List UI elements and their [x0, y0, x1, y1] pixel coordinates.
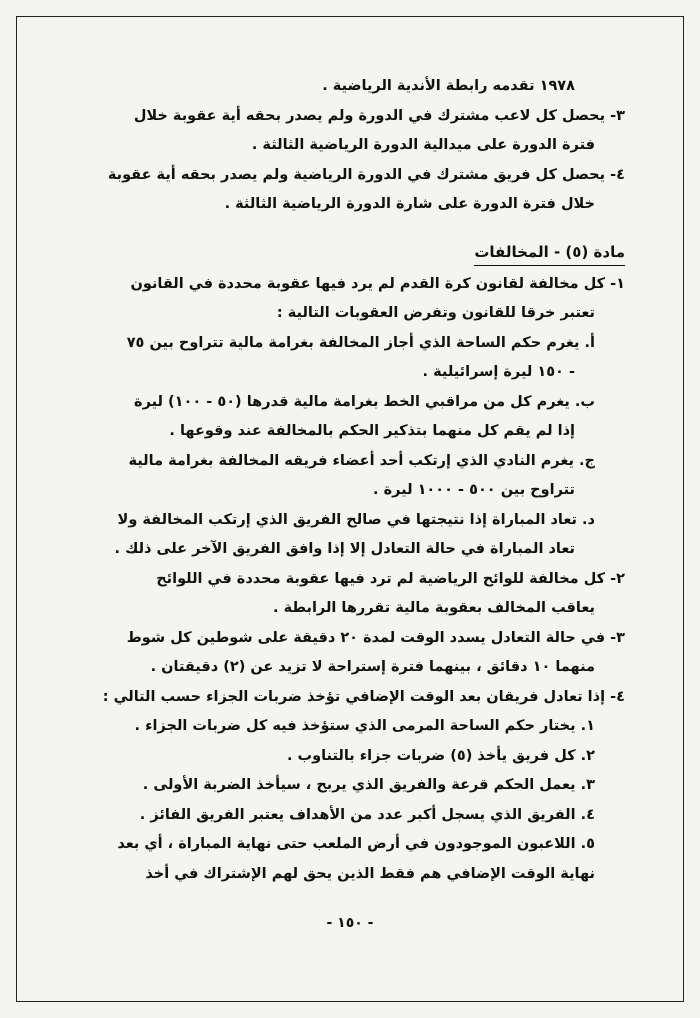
text-line: ٣. يعمل الحكم قرعة والفريق الذي يربح ، سيأخذ الضربة الأولى . [142, 777, 595, 793]
text-line: أ. يغرم حكم الساحة الذي أجاز المخالفة بغرامة مالية تتراوح بين ٧٥ [126, 334, 595, 351]
text-line: ج. يغرم النادي الذي إرتكب أحد أعضاء فريقه المخالفة بغرامة مالية [128, 452, 595, 469]
page-number: - ١٥٠ - [326, 915, 374, 931]
text-line: ٣- يحصل كل لاعب مشترك في الدورة ولم يصدر بحقه أية عقوبة خلال [133, 107, 625, 124]
text-line: ٤. الفريق الذي يسجل أكبر عدد من الأهداف يعتبر الفريق الفائز . [139, 806, 595, 823]
text-line: تعاد المباراة في حالة التعادل إلا إذا وافق الفريق الآخر على ذلك . [114, 541, 575, 557]
text-line: ٢. كل فريق يأخذ (٥) ضربات جزاء بالتناوب . [286, 747, 595, 764]
section-heading: مادة (٥) - المخالفات [474, 240, 625, 266]
text-line: ب. يغرم كل من مراقبي الخط بغرامة مالية قدرها (٥٠ - ١٠٠) ليرة [134, 393, 595, 410]
text-line: ٥. اللاعبون الموجودون في أرض الملعب حتى نهاية المباراة ، أي بعد [117, 836, 595, 852]
text-line: منهما ١٠ دقائق ، بينهما فترة إستراحة لا تزيد عن (٢) دقيقتان . [150, 659, 595, 675]
text-line: ٢- كل مخالفة للوائح الرياضية لم ترد فيها عقوبة محددة في اللوائح [156, 570, 625, 587]
text-line: يعاقب المخالف بعقوبة مالية تقررها الرابطة . [273, 600, 595, 616]
text-line: ٤- يحصل كل فريق مشترك في الدورة الرياضية ولم يصدر بحقه أية عقوبة [107, 166, 625, 183]
text-line: فترة الدورة على ميدالية الدورة الرياضية الثالثة . [251, 137, 595, 153]
text-line: تتراوح بين ٥٠٠ - ١٠٠٠ ليرة . [373, 482, 575, 498]
text-line: ١- كل مخالفة لقانون كرة القدم لم يرد فيها عقوبة محددة في القانون [130, 275, 625, 292]
text-line: تعتبر خرقا للقانون وتفرض العقوبات التالية : [276, 305, 595, 321]
text-line: ٣- في حالة التعادل يسدد الوقت لمدة ٢٠ دقيقة على شوطين كل شوط [126, 629, 625, 646]
document-body [80, 72, 625, 889]
text-line: خلال فترة الدورة على شارة الدورة الرياضية الثالثة . [224, 196, 595, 212]
text-line: ١٩٧٨ تقدمه رابطة الأندية الرياضية . [322, 78, 575, 94]
text-line: ٤- إذا تعادل فريقان بعد الوقت الإضافي تؤخذ ضربات الجزاء حسب التالي : [102, 688, 625, 705]
text-line: نهاية الوقت الإضافي هم فقط الذين يحق لهم الإشتراك في أخذ [145, 865, 595, 882]
text-line: - ١٥٠ ليرة إسرائيلية . [422, 364, 575, 380]
text-line: د. تعاد المباراة إذا نتيجتها في صالح الفريق الذي إرتكب المخالفة ولا [117, 511, 595, 528]
text-line: ١. يختار حكم الساحة المرمى الذي ستؤخذ فيه كل ضربات الجزاء . [134, 718, 595, 734]
text-line: إذا لم يقم كل منهما بتذكير الحكم بالمخالفة عند وقوعها . [169, 423, 575, 439]
